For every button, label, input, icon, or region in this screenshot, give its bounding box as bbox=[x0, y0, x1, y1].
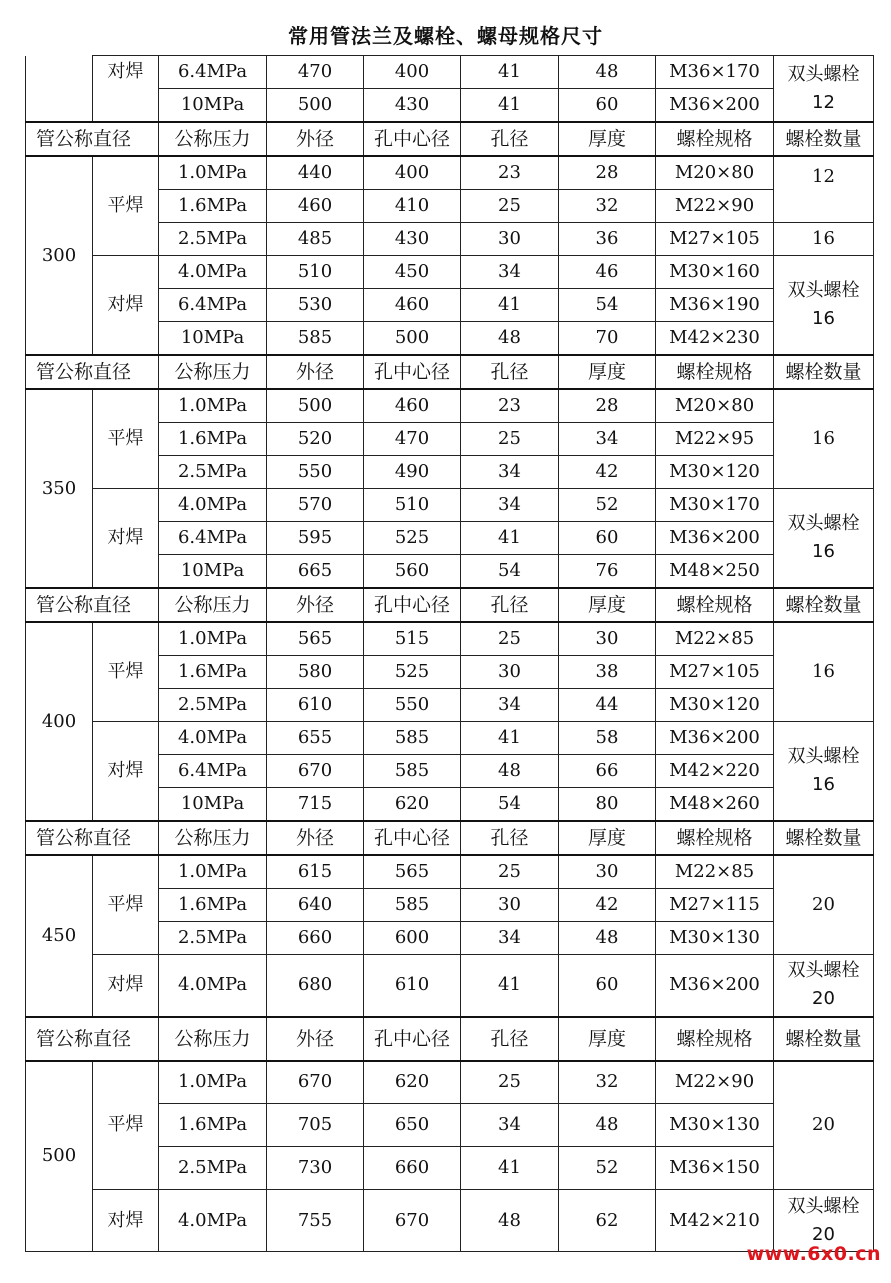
bolt-circle-diameter-cell: 620 bbox=[364, 1061, 461, 1104]
bolt-spec-cell: M27×105 bbox=[656, 223, 774, 256]
bolt-count-value: 12 bbox=[812, 91, 835, 113]
pressure-cell: 1.0MPa bbox=[159, 855, 267, 889]
table-row bbox=[26, 489, 874, 522]
bolt-circle-diameter-cell: 550 bbox=[364, 689, 461, 722]
pressure-cell: 4.0MPa bbox=[159, 489, 267, 522]
table-row bbox=[26, 389, 874, 423]
bolt-circle-diameter-cell: 525 bbox=[364, 656, 461, 689]
outer-diameter-cell: 755 bbox=[267, 1190, 364, 1252]
bolt-circle-diameter-cell: 585 bbox=[364, 755, 461, 788]
header-cell: 外径 bbox=[267, 821, 364, 855]
hole-diameter-cell: 34 bbox=[461, 689, 559, 722]
outer-diameter-cell: 570 bbox=[267, 489, 364, 522]
hole-diameter-cell: 41 bbox=[461, 89, 559, 123]
hole-diameter-cell: 30 bbox=[461, 656, 559, 689]
nominal-diameter-cell: 300 bbox=[26, 156, 93, 355]
bolt-count-cell: 16 bbox=[774, 223, 874, 256]
header-cell: 公称压力 bbox=[159, 821, 267, 855]
bolt-circle-diameter-cell: 600 bbox=[364, 922, 461, 955]
thickness-cell: 54 bbox=[559, 289, 656, 322]
outer-diameter-cell: 585 bbox=[267, 322, 364, 356]
outer-diameter-cell: 655 bbox=[267, 722, 364, 755]
bolt-circle-diameter-cell: 585 bbox=[364, 722, 461, 755]
outer-diameter-cell: 670 bbox=[267, 1061, 364, 1104]
table-row bbox=[26, 622, 874, 656]
header-cell: 厚度 bbox=[559, 122, 656, 156]
pressure-cell: 1.0MPa bbox=[159, 156, 267, 190]
thickness-cell: 44 bbox=[559, 689, 656, 722]
bolt-count-value: 20 bbox=[812, 1223, 835, 1245]
bolt-spec-cell: M30×120 bbox=[656, 689, 774, 722]
pressure-cell: 1.6MPa bbox=[159, 190, 267, 223]
table-row bbox=[26, 156, 874, 190]
bolt-spec-cell: M36×200 bbox=[656, 955, 774, 1017]
bolt-circle-diameter-cell: 460 bbox=[364, 289, 461, 322]
bolt-circle-diameter-cell: 565 bbox=[364, 855, 461, 889]
outer-diameter-cell: 615 bbox=[267, 855, 364, 889]
outer-diameter-cell: 440 bbox=[267, 156, 364, 190]
thickness-cell: 52 bbox=[559, 1147, 656, 1190]
header-cell: 外径 bbox=[267, 588, 364, 622]
weld-type-cell: 对焊 bbox=[93, 56, 159, 123]
table-row bbox=[26, 1061, 874, 1104]
header-cell: 螺栓数量 bbox=[774, 1017, 874, 1061]
bolt-spec-cell: M42×230 bbox=[656, 322, 774, 356]
hole-diameter-cell: 34 bbox=[461, 489, 559, 522]
hole-diameter-cell: 34 bbox=[461, 1104, 559, 1147]
bolt-spec-cell: M20×80 bbox=[656, 156, 774, 190]
pressure-cell: 4.0MPa bbox=[159, 955, 267, 1017]
bolt-count-value: 16 bbox=[812, 541, 835, 562]
header-cell: 厚度 bbox=[559, 355, 656, 389]
bolt-circle-diameter-cell: 450 bbox=[364, 256, 461, 289]
weld-type-cell: 平焊 bbox=[93, 389, 159, 489]
hole-diameter-cell: 25 bbox=[461, 855, 559, 889]
header-cell: 孔中心径 bbox=[364, 821, 461, 855]
thickness-cell: 36 bbox=[559, 223, 656, 256]
bolt-circle-diameter-cell: 400 bbox=[364, 156, 461, 190]
header-cell: 螺栓规格 bbox=[656, 1017, 774, 1061]
bolt-spec-cell: M48×250 bbox=[656, 555, 774, 589]
bolt-spec-cell: M36×200 bbox=[656, 522, 774, 555]
bolt-spec-cell: M20×80 bbox=[656, 389, 774, 423]
thickness-cell: 28 bbox=[559, 389, 656, 423]
bolt-count-value: 16 bbox=[812, 774, 835, 795]
outer-diameter-cell: 530 bbox=[267, 289, 364, 322]
weld-type-cell: 对焊 bbox=[93, 489, 159, 589]
outer-diameter-cell: 715 bbox=[267, 788, 364, 822]
bolt-count-cell bbox=[774, 256, 874, 356]
outer-diameter-cell: 670 bbox=[267, 755, 364, 788]
table-row bbox=[26, 955, 874, 1017]
bolt-spec-cell: M30×170 bbox=[656, 489, 774, 522]
header-cell: 螺栓规格 bbox=[656, 355, 774, 389]
table-row bbox=[26, 256, 874, 289]
bolt-spec-cell: M36×150 bbox=[656, 1147, 774, 1190]
bolt-circle-diameter-cell: 460 bbox=[364, 389, 461, 423]
hole-diameter-cell: 54 bbox=[461, 788, 559, 822]
pressure-cell: 2.5MPa bbox=[159, 922, 267, 955]
header-cell: 孔径 bbox=[461, 122, 559, 156]
header-cell: 孔径 bbox=[461, 588, 559, 622]
nominal-diameter-cell: 400 bbox=[26, 622, 93, 821]
pressure-cell: 2.5MPa bbox=[159, 456, 267, 489]
table-row bbox=[26, 56, 874, 89]
bolt-spec-cell: M22×90 bbox=[656, 1061, 774, 1104]
weld-type-cell: 平焊 bbox=[93, 622, 159, 722]
bolt-spec-cell: M22×85 bbox=[656, 855, 774, 889]
pressure-cell: 10MPa bbox=[159, 788, 267, 822]
outer-diameter-cell: 460 bbox=[267, 190, 364, 223]
header-cell: 管公称直径 bbox=[26, 588, 159, 622]
outer-diameter-cell: 610 bbox=[267, 689, 364, 722]
bolt-circle-diameter-cell: 560 bbox=[364, 555, 461, 589]
hole-diameter-cell: 34 bbox=[461, 922, 559, 955]
bolt-circle-diameter-cell: 470 bbox=[364, 423, 461, 456]
pressure-cell: 6.4MPa bbox=[159, 755, 267, 788]
bolt-count-cell: 20 bbox=[774, 1061, 874, 1190]
outer-diameter-cell: 565 bbox=[267, 622, 364, 656]
hole-diameter-cell: 48 bbox=[461, 322, 559, 356]
thickness-cell: 30 bbox=[559, 855, 656, 889]
nominal-diameter-cell: 500 bbox=[26, 1061, 93, 1252]
bolt-spec-cell: M30×120 bbox=[656, 456, 774, 489]
bolt-circle-diameter-cell: 510 bbox=[364, 489, 461, 522]
outer-diameter-cell: 705 bbox=[267, 1104, 364, 1147]
pressure-cell: 1.0MPa bbox=[159, 1061, 267, 1104]
pressure-cell: 10MPa bbox=[159, 555, 267, 589]
weld-type-cell: 对焊 bbox=[93, 722, 159, 822]
bolt-spec-cell: M22×90 bbox=[656, 190, 774, 223]
header-cell: 孔中心径 bbox=[364, 588, 461, 622]
outer-diameter-cell: 470 bbox=[267, 56, 364, 89]
bolt-type-label: 双头螺栓 bbox=[787, 1195, 860, 1217]
header-cell: 外径 bbox=[267, 355, 364, 389]
thickness-cell: 32 bbox=[559, 190, 656, 223]
hole-diameter-cell: 41 bbox=[461, 289, 559, 322]
pressure-cell: 4.0MPa bbox=[159, 256, 267, 289]
pressure-cell: 2.5MPa bbox=[159, 689, 267, 722]
header-cell: 孔中心径 bbox=[364, 122, 461, 156]
hole-diameter-cell: 23 bbox=[461, 389, 559, 423]
bolt-circle-diameter-cell: 430 bbox=[364, 89, 461, 123]
bolt-circle-diameter-cell: 525 bbox=[364, 522, 461, 555]
header-cell: 公称压力 bbox=[159, 122, 267, 156]
bolt-spec-cell: M30×130 bbox=[656, 922, 774, 955]
pressure-cell: 6.4MPa bbox=[159, 56, 267, 89]
thickness-cell: 34 bbox=[559, 423, 656, 456]
header-cell: 管公称直径 bbox=[26, 821, 159, 855]
bolt-spec-cell: M36×170 bbox=[656, 56, 774, 89]
thickness-cell: 60 bbox=[559, 522, 656, 555]
outer-diameter-cell: 660 bbox=[267, 922, 364, 955]
nominal-diameter-cell: 450 bbox=[26, 855, 93, 1017]
header-cell: 螺栓数量 bbox=[774, 821, 874, 855]
outer-diameter-cell: 485 bbox=[267, 223, 364, 256]
outer-diameter-cell: 640 bbox=[267, 889, 364, 922]
bolt-type-label: 双头螺栓 bbox=[787, 513, 860, 534]
header-cell: 孔径 bbox=[461, 355, 559, 389]
hole-diameter-cell: 48 bbox=[461, 1190, 559, 1252]
bolt-count-cell: 16 bbox=[774, 389, 874, 489]
bolt-spec-cell: M27×115 bbox=[656, 889, 774, 922]
thickness-cell: 62 bbox=[559, 1190, 656, 1252]
table-row bbox=[26, 855, 874, 889]
outer-diameter-cell: 665 bbox=[267, 555, 364, 589]
hole-diameter-cell: 25 bbox=[461, 622, 559, 656]
hole-diameter-cell: 41 bbox=[461, 955, 559, 1017]
hole-diameter-cell: 30 bbox=[461, 223, 559, 256]
bolt-count-cell bbox=[774, 955, 874, 1017]
bolt-count-cell: 20 bbox=[774, 855, 874, 955]
hole-diameter-cell: 41 bbox=[461, 56, 559, 89]
thickness-cell: 76 bbox=[559, 555, 656, 589]
hole-diameter-cell: 34 bbox=[461, 456, 559, 489]
bolt-circle-diameter-cell: 670 bbox=[364, 1190, 461, 1252]
outer-diameter-cell: 730 bbox=[267, 1147, 364, 1190]
header-cell: 螺栓规格 bbox=[656, 821, 774, 855]
pressure-cell: 6.4MPa bbox=[159, 522, 267, 555]
bolt-count-cell bbox=[774, 56, 874, 123]
bolt-type-label: 双头螺栓 bbox=[787, 746, 860, 767]
thickness-cell: 60 bbox=[559, 955, 656, 1017]
hole-diameter-cell: 41 bbox=[461, 522, 559, 555]
bolt-spec-cell: M42×210 bbox=[656, 1190, 774, 1252]
weld-type-cell: 对焊 bbox=[93, 1190, 159, 1252]
bolt-type-label: 双头螺栓 bbox=[787, 280, 860, 301]
header-cell: 公称压力 bbox=[159, 588, 267, 622]
thickness-cell: 32 bbox=[559, 1061, 656, 1104]
pressure-cell: 4.0MPa bbox=[159, 722, 267, 755]
pressure-cell: 1.6MPa bbox=[159, 656, 267, 689]
weld-type-cell: 平焊 bbox=[93, 855, 159, 955]
bolt-spec-cell: M42×220 bbox=[656, 755, 774, 788]
bolt-circle-diameter-cell: 490 bbox=[364, 456, 461, 489]
header-row bbox=[26, 821, 874, 855]
outer-diameter-cell: 580 bbox=[267, 656, 364, 689]
header-cell: 管公称直径 bbox=[26, 1017, 159, 1061]
bolt-spec-cell: M30×160 bbox=[656, 256, 774, 289]
bolt-circle-diameter-cell: 610 bbox=[364, 955, 461, 1017]
bolt-type-label: 双头螺栓 bbox=[787, 960, 860, 982]
thickness-cell: 70 bbox=[559, 322, 656, 356]
header-cell: 厚度 bbox=[559, 588, 656, 622]
nominal-diameter-cell: 350 bbox=[26, 389, 93, 588]
hole-diameter-cell: 34 bbox=[461, 256, 559, 289]
pressure-cell: 10MPa bbox=[159, 322, 267, 356]
bolt-circle-diameter-cell: 410 bbox=[364, 190, 461, 223]
bolt-circle-diameter-cell: 515 bbox=[364, 622, 461, 656]
bolt-count-cell: 16 bbox=[774, 622, 874, 722]
pressure-cell: 1.6MPa bbox=[159, 889, 267, 922]
weld-type-cell: 对焊 bbox=[93, 955, 159, 1017]
bolt-spec-cell: M30×130 bbox=[656, 1104, 774, 1147]
hole-diameter-cell: 48 bbox=[461, 755, 559, 788]
thickness-cell: 52 bbox=[559, 489, 656, 522]
pressure-cell: 4.0MPa bbox=[159, 1190, 267, 1252]
header-cell: 螺栓规格 bbox=[656, 122, 774, 156]
bolt-spec-cell: M36×190 bbox=[656, 289, 774, 322]
bolt-count-value: 20 bbox=[812, 988, 835, 1010]
header-cell: 孔中心径 bbox=[364, 1017, 461, 1061]
thickness-cell: 28 bbox=[559, 156, 656, 190]
hole-diameter-cell: 41 bbox=[461, 722, 559, 755]
hole-diameter-cell: 30 bbox=[461, 889, 559, 922]
header-cell: 公称压力 bbox=[159, 1017, 267, 1061]
bolt-spec-cell: M36×200 bbox=[656, 722, 774, 755]
header-cell: 管公称直径 bbox=[26, 355, 159, 389]
pressure-cell: 2.5MPa bbox=[159, 1147, 267, 1190]
weld-type-cell: 平焊 bbox=[93, 156, 159, 256]
header-row bbox=[26, 122, 874, 156]
header-cell: 螺栓数量 bbox=[774, 588, 874, 622]
thickness-cell: 60 bbox=[559, 89, 656, 123]
header-row bbox=[26, 355, 874, 389]
thickness-cell: 42 bbox=[559, 456, 656, 489]
hole-diameter-cell: 54 bbox=[461, 555, 559, 589]
thickness-cell: 48 bbox=[559, 56, 656, 89]
thickness-cell: 66 bbox=[559, 755, 656, 788]
hole-diameter-cell: 25 bbox=[461, 423, 559, 456]
bolt-spec-cell: M36×200 bbox=[656, 89, 774, 123]
outer-diameter-cell: 595 bbox=[267, 522, 364, 555]
header-row bbox=[26, 1017, 874, 1061]
weld-type-cell: 对焊 bbox=[93, 256, 159, 356]
bolt-circle-diameter-cell: 585 bbox=[364, 889, 461, 922]
bolt-count-cell: 12 bbox=[774, 156, 874, 223]
outer-diameter-cell: 550 bbox=[267, 456, 364, 489]
hole-diameter-cell: 23 bbox=[461, 156, 559, 190]
outer-diameter-cell: 520 bbox=[267, 423, 364, 456]
hole-diameter-cell: 25 bbox=[461, 190, 559, 223]
bolt-spec-cell: M22×85 bbox=[656, 622, 774, 656]
bolt-circle-diameter-cell: 430 bbox=[364, 223, 461, 256]
header-cell: 孔径 bbox=[461, 1017, 559, 1061]
header-cell: 外径 bbox=[267, 1017, 364, 1061]
bolt-type-label: 双头螺栓 bbox=[787, 63, 860, 85]
header-cell: 厚度 bbox=[559, 1017, 656, 1061]
pressure-cell: 10MPa bbox=[159, 89, 267, 123]
header-cell: 螺栓数量 bbox=[774, 122, 874, 156]
outer-diameter-cell: 500 bbox=[267, 89, 364, 123]
header-cell: 外径 bbox=[267, 122, 364, 156]
thickness-cell: 46 bbox=[559, 256, 656, 289]
header-cell: 螺栓数量 bbox=[774, 355, 874, 389]
bolt-circle-diameter-cell: 620 bbox=[364, 788, 461, 822]
header-cell: 管公称直径 bbox=[26, 122, 159, 156]
pressure-cell: 1.6MPa bbox=[159, 423, 267, 456]
thickness-cell: 42 bbox=[559, 889, 656, 922]
bolt-spec-cell: M48×260 bbox=[656, 788, 774, 822]
hole-diameter-cell: 25 bbox=[461, 1061, 559, 1104]
bolt-spec-cell: M27×105 bbox=[656, 656, 774, 689]
bolt-circle-diameter-cell: 660 bbox=[364, 1147, 461, 1190]
pressure-cell: 2.5MPa bbox=[159, 223, 267, 256]
thickness-cell: 38 bbox=[559, 656, 656, 689]
outer-diameter-cell: 680 bbox=[267, 955, 364, 1017]
thickness-cell: 48 bbox=[559, 1104, 656, 1147]
pressure-cell: 1.0MPa bbox=[159, 622, 267, 656]
bolt-circle-diameter-cell: 400 bbox=[364, 56, 461, 89]
dn-cell-empty bbox=[26, 56, 93, 123]
table-row bbox=[26, 722, 874, 755]
thickness-cell: 48 bbox=[559, 922, 656, 955]
header-cell: 公称压力 bbox=[159, 355, 267, 389]
document-title: 常用管法兰及螺栓、螺母规格尺寸 bbox=[288, 24, 603, 48]
header-cell: 螺栓规格 bbox=[656, 588, 774, 622]
pressure-cell: 1.0MPa bbox=[159, 389, 267, 423]
header-cell: 孔径 bbox=[461, 821, 559, 855]
outer-diameter-cell: 500 bbox=[267, 389, 364, 423]
pressure-cell: 6.4MPa bbox=[159, 289, 267, 322]
bolt-count-cell bbox=[774, 489, 874, 589]
header-cell: 厚度 bbox=[559, 821, 656, 855]
header-cell: 孔中心径 bbox=[364, 355, 461, 389]
thickness-cell: 58 bbox=[559, 722, 656, 755]
bolt-circle-diameter-cell: 650 bbox=[364, 1104, 461, 1147]
site-watermark: www.6x0.cn bbox=[746, 1243, 881, 1265]
flange-spec-table bbox=[25, 55, 874, 1252]
weld-type-cell: 平焊 bbox=[93, 1061, 159, 1190]
outer-diameter-cell: 510 bbox=[267, 256, 364, 289]
pressure-cell: 1.6MPa bbox=[159, 1104, 267, 1147]
bolt-count-cell bbox=[774, 722, 874, 822]
bolt-count-value: 16 bbox=[812, 308, 835, 329]
hole-diameter-cell: 41 bbox=[461, 1147, 559, 1190]
thickness-cell: 30 bbox=[559, 622, 656, 656]
thickness-cell: 80 bbox=[559, 788, 656, 822]
bolt-spec-cell: M22×95 bbox=[656, 423, 774, 456]
bolt-circle-diameter-cell: 500 bbox=[364, 322, 461, 356]
header-row bbox=[26, 588, 874, 622]
